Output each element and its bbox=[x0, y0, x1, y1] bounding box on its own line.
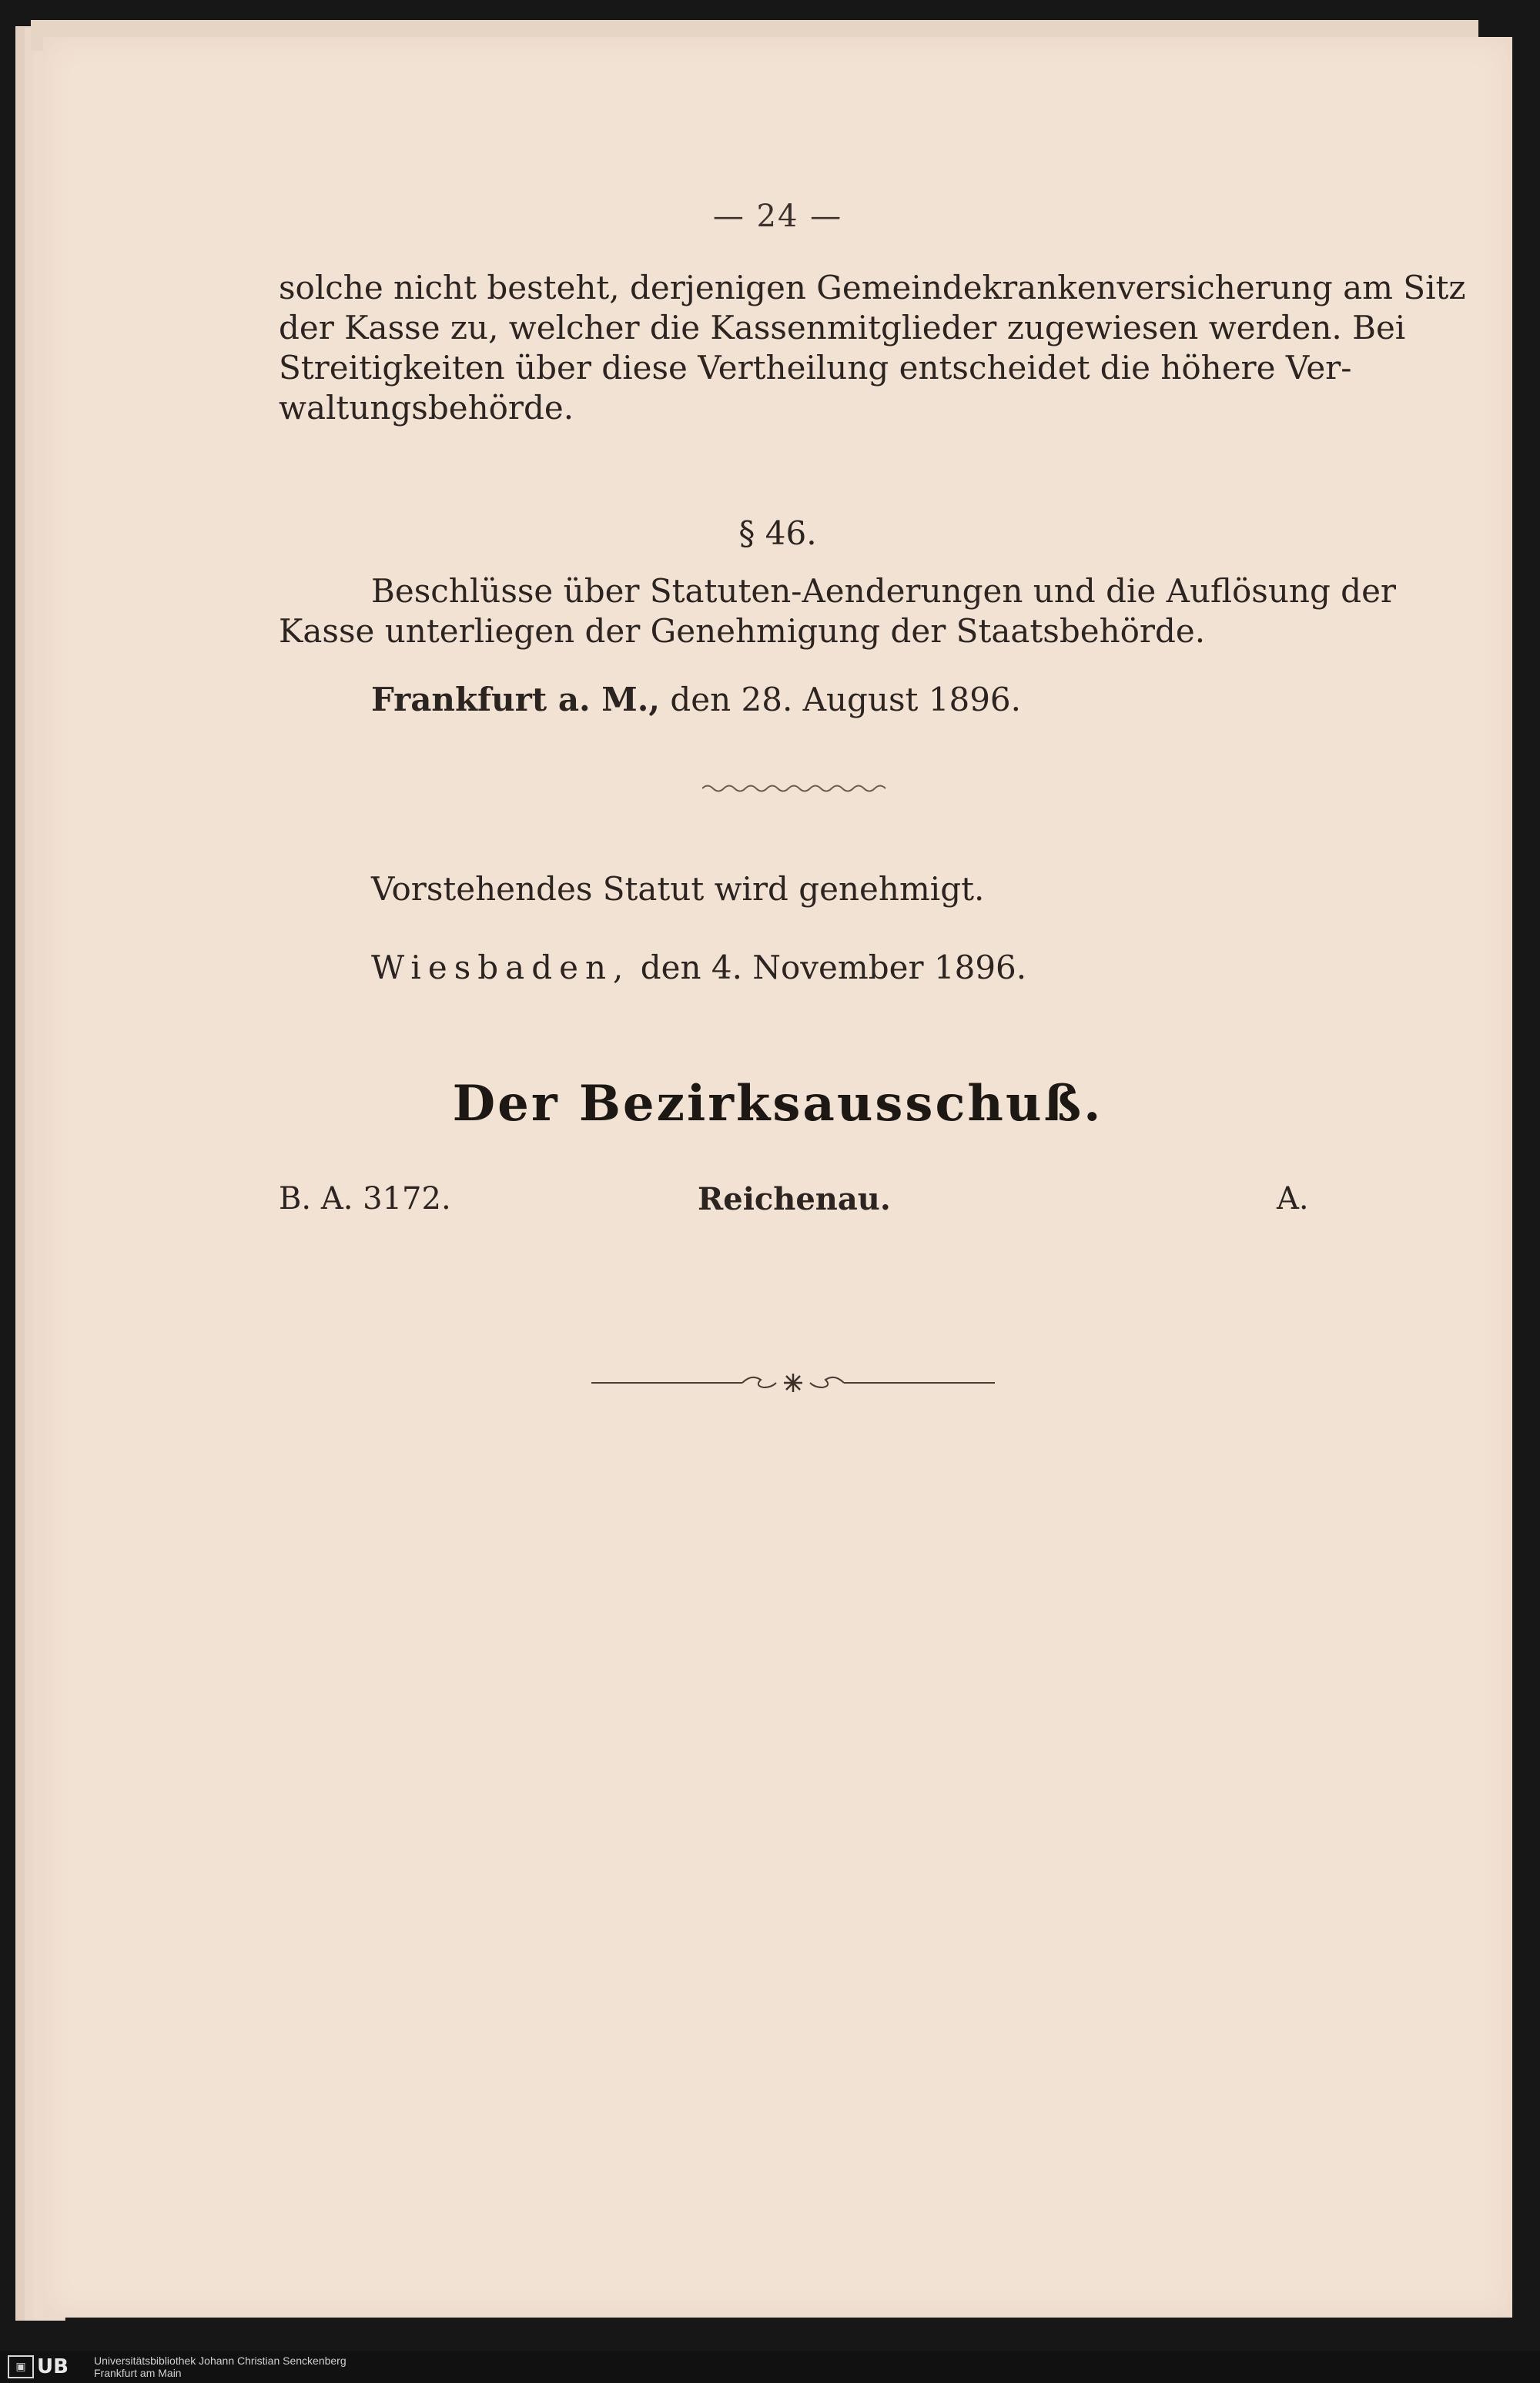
committee-title: Der Bezirksausschuß. bbox=[452, 1075, 1103, 1133]
signatory-name: Reichenau. bbox=[698, 1181, 891, 1217]
ub-logo-text: UB bbox=[37, 2355, 69, 2378]
section-paragraph bbox=[279, 571, 1396, 651]
text-line: Kasse unterliegen der Genehmigung der Staatsbehörde. bbox=[279, 612, 1206, 650]
page-number: — 24 — bbox=[712, 199, 843, 234]
ub-logo-icon: ▣ UB bbox=[8, 2353, 85, 2381]
footer-line-1: Universitätsbibliothek Johann Christian Senckenberg bbox=[94, 2355, 346, 2367]
paragraph-continuation bbox=[279, 268, 1466, 428]
place: Wiesbaden, bbox=[371, 949, 631, 986]
reference-number: B. A. 3172. bbox=[279, 1181, 451, 1217]
ornament-divider-icon bbox=[591, 1369, 995, 1397]
place: Frankfurt a. M., bbox=[371, 681, 661, 718]
wavy-rule bbox=[702, 781, 887, 796]
footer-line-2: Frankfurt am Main bbox=[94, 2367, 182, 2379]
text-line: Streitigkeiten über diese Vertheilung entscheidet die höhere Ver- bbox=[279, 349, 1352, 387]
text-line: waltungsbehörde. bbox=[279, 389, 574, 427]
text-line: der Kasse zu, welcher die Kassenmitglieder zugewiesen werden. Bei bbox=[279, 309, 1406, 346]
section-heading: § 46. bbox=[738, 514, 817, 552]
signatory-initial: A. bbox=[1277, 1181, 1309, 1217]
text-line: Beschlüsse über Statuten-Aenderungen und die Auflösung der bbox=[371, 572, 1396, 610]
approval-dated-line bbox=[371, 949, 1026, 986]
date: den 4. November 1896. bbox=[640, 949, 1027, 986]
document-page bbox=[43, 37, 1512, 2318]
dated-line bbox=[371, 681, 1021, 718]
footer-credit bbox=[94, 2355, 346, 2379]
approval-statement: Vorstehendes Statut wird genehmigt. bbox=[371, 870, 985, 908]
date: den 28. August 1896. bbox=[670, 681, 1021, 718]
text-line: solche nicht besteht, derjenigen Gemeindekrankenversicherung am Sitz bbox=[279, 269, 1466, 306]
footer-bar bbox=[0, 2351, 1540, 2383]
